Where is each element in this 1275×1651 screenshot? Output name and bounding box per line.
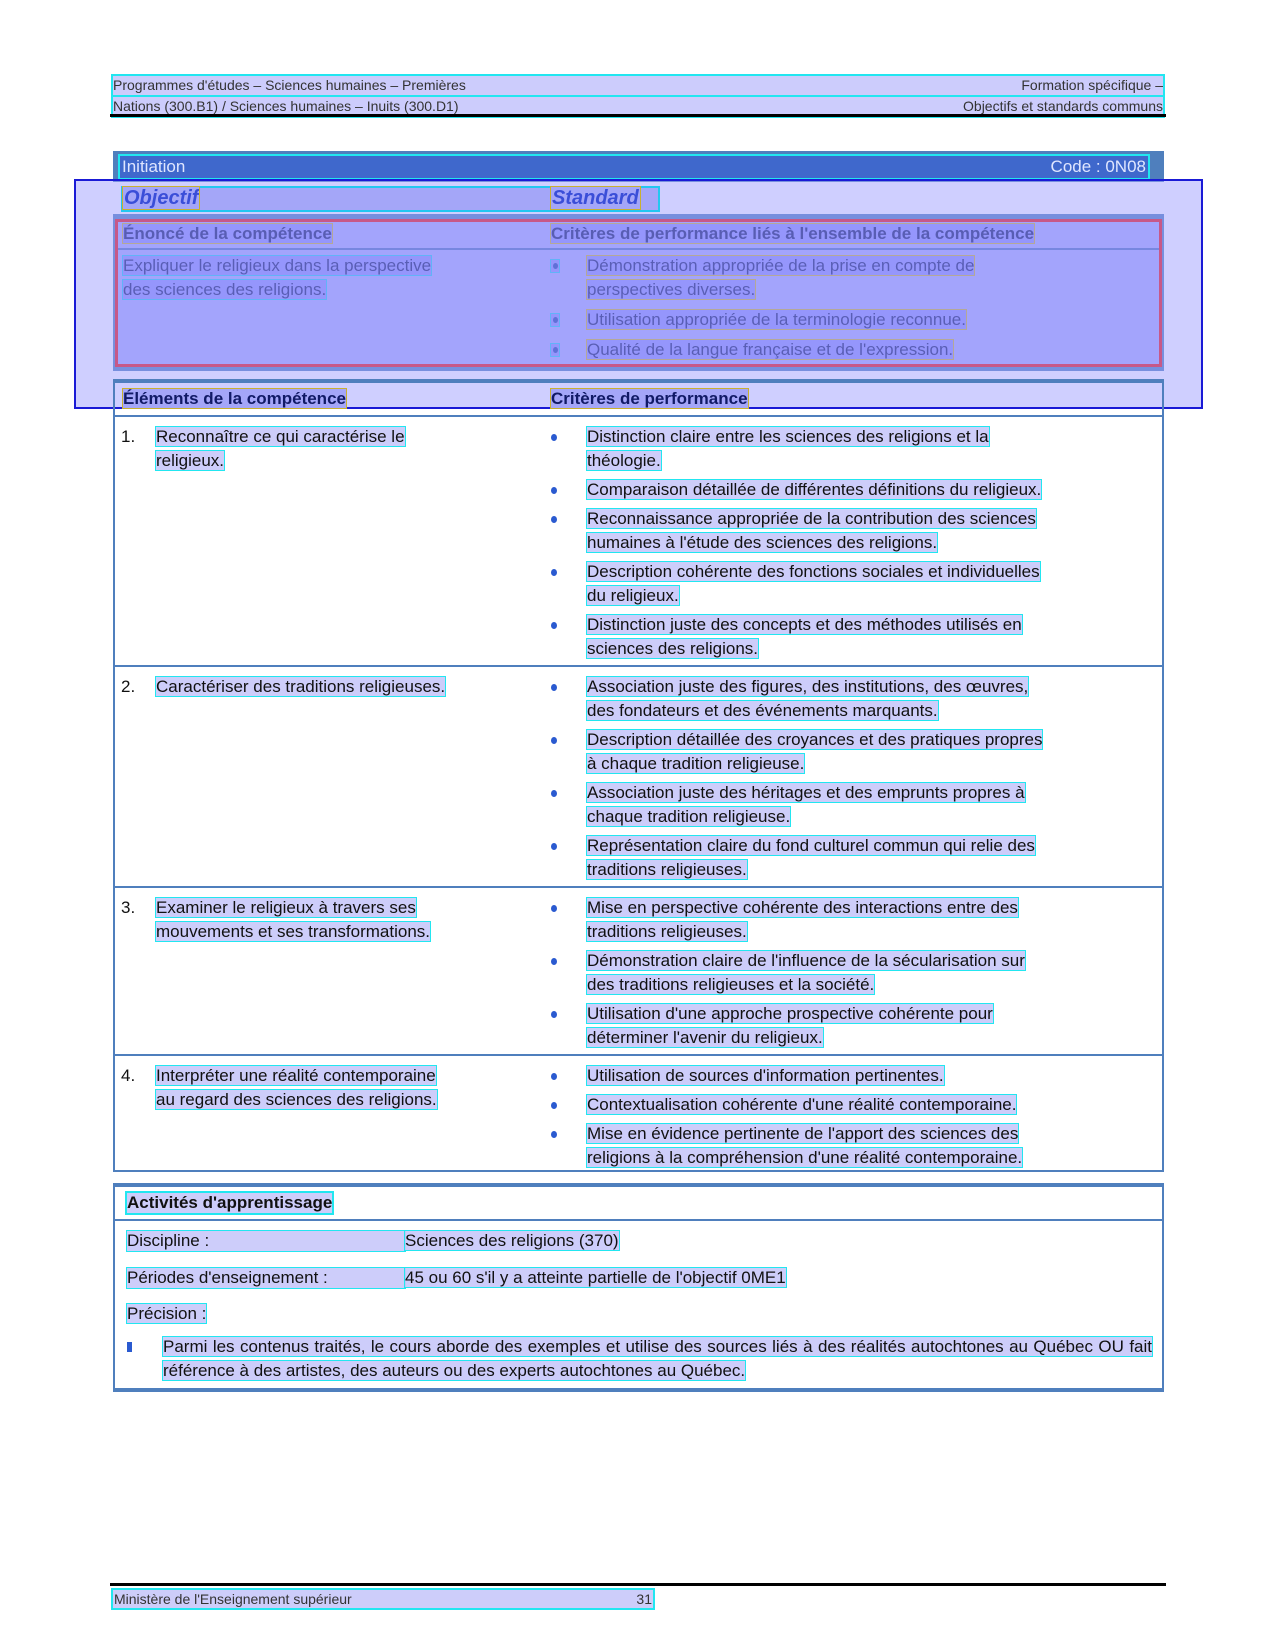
criterion-text: chaque tradition religieuse. xyxy=(587,807,791,826)
bullet-icon xyxy=(551,790,557,797)
footer-divider xyxy=(110,1583,1166,1586)
criterion-item xyxy=(551,425,1156,473)
criterion-text: des fondateurs et des événements marquants. xyxy=(587,701,938,720)
table-row xyxy=(115,888,1162,1056)
criterion-text: déterminer l'avenir du religieux. xyxy=(587,1028,823,1047)
element-cell xyxy=(121,1064,541,1112)
bullet-icon xyxy=(551,1073,557,1080)
criterion-text: à chaque tradition religieuse. xyxy=(587,754,805,773)
precision-text: Parmi les contenus traités, le cours aborde des exemples et utilise des sources liés à des réalités autochtones au Québec OU fait référence à des artistes, des auteurs ou des experts autochtones au Québec. xyxy=(163,1337,1152,1380)
bullet-icon xyxy=(551,516,557,523)
criterion-text: Démonstration claire de l'influence de la sécularisation sur xyxy=(587,951,1025,970)
element-text: Interpréter une réalité contemporaine xyxy=(156,1066,436,1085)
criterion-item xyxy=(551,675,1156,723)
bullet-icon xyxy=(551,487,557,494)
criterion-text: Utilisation de sources d'information pertinentes. xyxy=(587,1066,944,1085)
criterion-item xyxy=(551,1122,1156,1170)
periods-value: 45 ou 60 s'il y a atteinte partielle de l'objectif 0ME1 xyxy=(405,1268,786,1287)
criterion-text: Distinction juste des concepts et des méthodes utilisés en xyxy=(587,615,1022,634)
header-program-title-line1: Programmes d'études – Sciences humaines – Premières xyxy=(113,77,466,93)
elements-header-left-text: Éléments de la compétence xyxy=(123,389,346,408)
initiation-bar xyxy=(113,151,1164,182)
header-section-line2: Objectifs et standards communs xyxy=(963,98,1163,114)
criterion-text: humaines à l'étude des sciences des religions. xyxy=(587,533,938,552)
bullet-icon xyxy=(551,569,557,576)
criterion-item xyxy=(551,613,1156,661)
precision-label: Précision : xyxy=(127,1304,207,1323)
header-section-line1: Formation spécifique – xyxy=(1021,77,1163,93)
bullet-icon xyxy=(551,434,557,441)
competency-code: Code : 0N08 xyxy=(1050,157,1146,176)
criterion-text: Utilisation d'une approche prospective cohérente pour xyxy=(587,1004,993,1023)
criterion-text: traditions religieuses. xyxy=(587,860,747,879)
criterion-item xyxy=(551,1064,1156,1088)
element-text: Examiner le religieux à travers ses xyxy=(156,898,416,917)
precision-bullet xyxy=(127,1335,1152,1383)
criterion-text: Mise en évidence pertinente de l'apport des sciences des xyxy=(587,1124,1019,1143)
criterion-item xyxy=(551,1093,1156,1117)
header-program-title-line2: Nations (300.B1) / Sciences humaines – Inuits (300.D1) xyxy=(113,98,459,114)
element-text: Caractériser des traditions religieuses. xyxy=(156,677,446,696)
footer-ministry: Ministère de l'Enseignement supérieur xyxy=(114,1591,352,1607)
learning-activities-section xyxy=(113,1183,1164,1392)
elements-table xyxy=(113,379,1164,1172)
element-number: 3. xyxy=(121,898,136,917)
criterion-item xyxy=(551,834,1156,882)
page-footer xyxy=(113,1590,653,1608)
elements-header-left xyxy=(123,389,346,409)
element-text: Reconnaître ce qui caractérise le xyxy=(156,427,405,446)
bullet-icon xyxy=(551,958,557,965)
objective-label: Objectif xyxy=(124,187,199,209)
selection-overlay xyxy=(74,179,1203,409)
criterion-text: Reconnaissance appropriée de la contribution des sciences xyxy=(587,509,1036,528)
learning-activities-header xyxy=(115,1187,1162,1221)
bullet-icon xyxy=(127,1342,132,1352)
element-cell xyxy=(121,675,541,699)
criterion-text: théologie. xyxy=(587,451,661,470)
criteria-list xyxy=(551,425,1156,666)
bullet-icon xyxy=(551,1131,557,1138)
table-row xyxy=(115,417,1162,667)
criteria-list xyxy=(551,1064,1156,1175)
initiation-label: Initiation xyxy=(122,157,186,176)
criterion-text: Association juste des héritages et des emprunts propres à xyxy=(587,783,1025,802)
criterion-text: du religieux. xyxy=(587,586,679,605)
table-row xyxy=(115,667,1162,888)
bullet-icon xyxy=(551,622,557,629)
criterion-item xyxy=(551,781,1156,829)
page-header xyxy=(113,76,1163,116)
periods-label: Périodes d'enseignement : xyxy=(127,1268,405,1288)
criterion-text: Représentation claire du fond culturel commun qui relie des xyxy=(587,836,1035,855)
criterion-text: des traditions religieuses et la société. xyxy=(587,975,875,994)
element-number: 1. xyxy=(121,427,136,446)
criterion-item xyxy=(551,1002,1156,1050)
criterion-item xyxy=(551,728,1156,776)
criterion-text: Mise en perspective cohérente des interactions entre des xyxy=(587,898,1018,917)
criterion-text: Distinction claire entre les sciences des religions et la xyxy=(587,427,989,446)
discipline-value: Sciences des religions (370) xyxy=(405,1231,619,1250)
standard-label: Standard xyxy=(552,187,639,209)
criterion-item xyxy=(551,507,1156,555)
criterion-item xyxy=(551,896,1156,944)
criteria-list xyxy=(551,896,1156,1055)
bullet-icon xyxy=(551,843,557,850)
header-divider xyxy=(110,114,1166,117)
periods-line xyxy=(127,1268,786,1288)
criterion-item xyxy=(551,478,1156,502)
bullet-icon xyxy=(551,684,557,691)
bullet-icon xyxy=(551,905,557,912)
elements-table-header xyxy=(115,383,1162,417)
criterion-text: Description cohérente des fonctions sociales et individuelles xyxy=(587,562,1040,581)
element-text: religieux. xyxy=(156,451,225,470)
element-cell xyxy=(121,896,541,944)
table-row xyxy=(115,1056,1162,1170)
criterion-text: traditions religieuses. xyxy=(587,922,747,941)
criterion-text: religions à la compréhension d'une réalité contemporaine. xyxy=(587,1148,1023,1167)
criterion-text: Contextualisation cohérente d'une réalité contemporaine. xyxy=(587,1095,1017,1114)
bullet-icon xyxy=(551,737,557,744)
criterion-text: Description détaillée des croyances et des pratiques propres xyxy=(587,730,1043,749)
criteria-list xyxy=(551,675,1156,887)
learning-activities-title: Activités d'apprentissage xyxy=(127,1193,333,1212)
element-text: au regard des sciences des religions. xyxy=(156,1090,437,1109)
page-number: 31 xyxy=(636,1591,652,1607)
criterion-text: Comparaison détaillée de différentes définitions du religieux. xyxy=(587,480,1042,499)
elements-header-right xyxy=(551,389,748,409)
bullet-icon xyxy=(551,1011,557,1018)
discipline-label: Discipline : xyxy=(127,1231,405,1251)
criterion-text: sciences des religions. xyxy=(587,639,759,658)
element-number: 4. xyxy=(121,1066,136,1085)
elements-header-right-text: Critères de performance xyxy=(551,389,748,408)
bullet-icon xyxy=(551,1102,557,1109)
element-number: 2. xyxy=(121,677,136,696)
header-row-1 xyxy=(113,76,1163,95)
criterion-item xyxy=(551,560,1156,608)
element-text: mouvements et ses transformations. xyxy=(156,922,431,941)
element-cell xyxy=(121,425,541,473)
discipline-line xyxy=(127,1231,619,1251)
initiation-bar-inner xyxy=(120,156,1148,178)
criterion-text: Association juste des figures, des institutions, des œuvres, xyxy=(587,677,1029,696)
criterion-item xyxy=(551,949,1156,997)
precision-line xyxy=(127,1304,206,1324)
